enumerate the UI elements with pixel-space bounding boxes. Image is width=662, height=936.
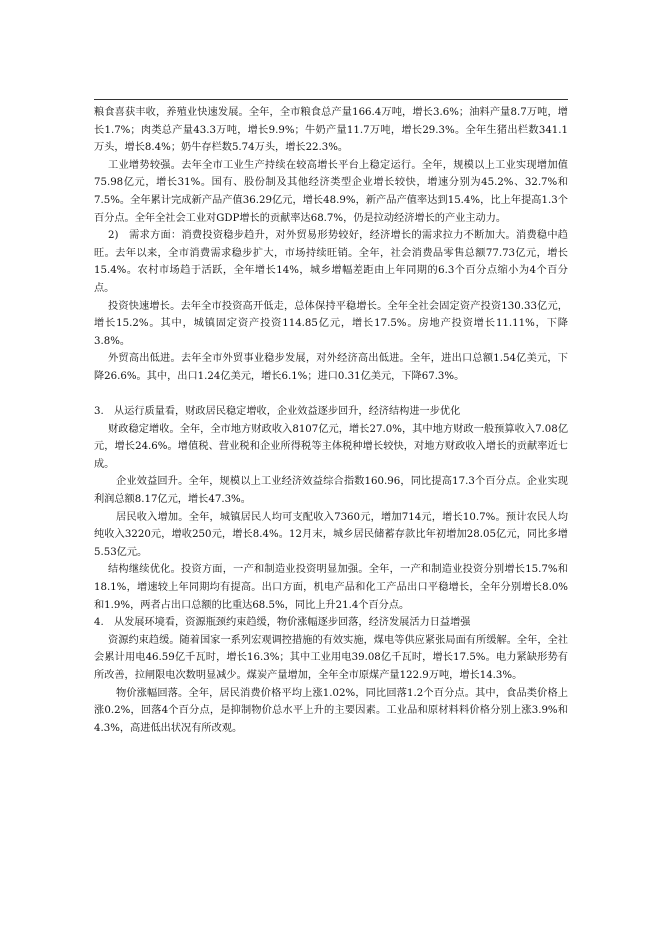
paragraph-income: 居民收入增加。全年，城镇居民人均可支配收入7360元，增加714元，增长10.7%。预计农民人均纯收入3220元，增收250元，增长8.4%。12月末，城乡居民储蓄存款比年初增加28.05亿元，同比多增5.53亿元。 <box>94 511 568 558</box>
paragraph-foreign-trade: 外贸高出低进。去年全市外贸事业稳步发展，对外经济高出低进。全年，进出口总额1.54亿美元，下降26.6%。其中，出口1.24亿美元，增长6.1%；进口0.31亿美元，下降67.3%。 <box>94 353 568 382</box>
section-heading-quality: 3. 从运行质量看，财政居民稳定增收，企业效益逐步回升，经济结构进一步优化 <box>94 406 461 418</box>
paragraph-fiscal: 财政稳定增收。全年，全市地方财政收入8107亿元，增长27.0%，其中地方财政一般预算收入7.08亿元，增长24.6%。增值税、营业税和企业所得税等主体税种增长较快，对地方财政收入增长的贡献率近七成。 <box>94 423 568 470</box>
section-heading-environment: 4. 从发展环境看，资源瓶颈约束趋缓，物价涨幅逐步回落，经济发展活力日益增强 <box>94 617 471 629</box>
paragraph-structure: 结构继续优化。投资方面，一产和制造业投资明显加强。全年，一产和制造业投资分别增长15.7%和18.1%，增速较上年同期均有提高。出口方面，机电产品和化工产品出口平稳增长，全年分别增长8.0%和1.9%，两者占出口总额的比重达68.5%，同比上升21.4个百分点。 <box>94 564 568 611</box>
paragraph-prices: 物价涨幅回落。全年，居民消费价格平均上涨1.02%，同比回落1.2个百分点。其中，食品类价格上涨0.2%，回落4个百分点，是抑制物价总水平上升的主要因素。工业品和原材料料价格分别上涨3.9%和4.3%，高进低出状况有所改观。 <box>94 687 568 734</box>
document-body <box>94 104 568 737</box>
paragraph-grain-harvest: 粮食喜获丰收，养殖业快速发展。全年，全市粮食总产量166.4万吨，增长3.6%；油料产量8.7万吨，增长1.7%；肉类总产量43.3万吨，增长9.9%；牛奶产量11.7万吨，增长29.3%。全年生猪出栏数341.1万头，增长8.4%；奶牛存栏数5.74万头，增长22.3%。 <box>94 107 568 154</box>
paragraph-industry: 工业增势较强。去年全市工业生产持续在较高增长平台上稳定运行。全年，规模以上工业实现增加值75.98亿元，增长31%。国有、股份制及其他经济类型企业增长较快，增速分别为45.2%、32.7%和7.5%。全年累计完成新产品产值36.29亿元，增长48.9%，新产品产值率达到15.4%，比上年提高1.3个百分点。全年全社会工业对GDP增长的贡献率达68.7%，仍是拉动经济增长的产业主动力。 <box>94 159 568 224</box>
paragraph-enterprise: 企业效益回升。全年，规模以上工业经济效益综合指数160.96，同比提高17.3个百分点。企业实现利润总额8.17亿元，增长47.3%。 <box>94 476 568 506</box>
paragraph-resources: 资源约束趋缓。随着国家一系列宏观调控措施的有效实施，煤电等供应紧张局面有所缓解。全年，全社会累计用电46.59亿千瓦时，增长16.3%；其中工业用电39.08亿千瓦时，增长17.5%。电力紧缺形势有所改善，拉闸限电次数明显减少。煤炭产量增加，全年全市原煤产量122.9万吨，增长14.3%。 <box>94 634 568 681</box>
header-rule <box>94 99 568 100</box>
paragraph-gap <box>94 386 568 404</box>
paragraph-investment: 投资快速增长。去年全市投资高开低走，总体保持平稳增长。全年全社会固定资产投资130.33亿元，增长15.2%。其中，城镇固定资产投资114.85亿元，增长17.5%。房地产投资增长11.11%，下降3.8%。 <box>94 300 568 347</box>
paragraph-demand: 2) 需求方面：消费投资稳步趋升，对外贸易形势较好，经济增长的需求拉力不断加大。消费稳中趋旺。去年以来，全市消费需求稳步扩大，市场持续旺销。全年，社会消费品零售总额77.73亿元，增长15.4%。农村市场趋于活跃，全年增长14%，城乡增幅差距由上年同期的6.3个百分点缩小为4个百分点。 <box>94 230 568 294</box>
